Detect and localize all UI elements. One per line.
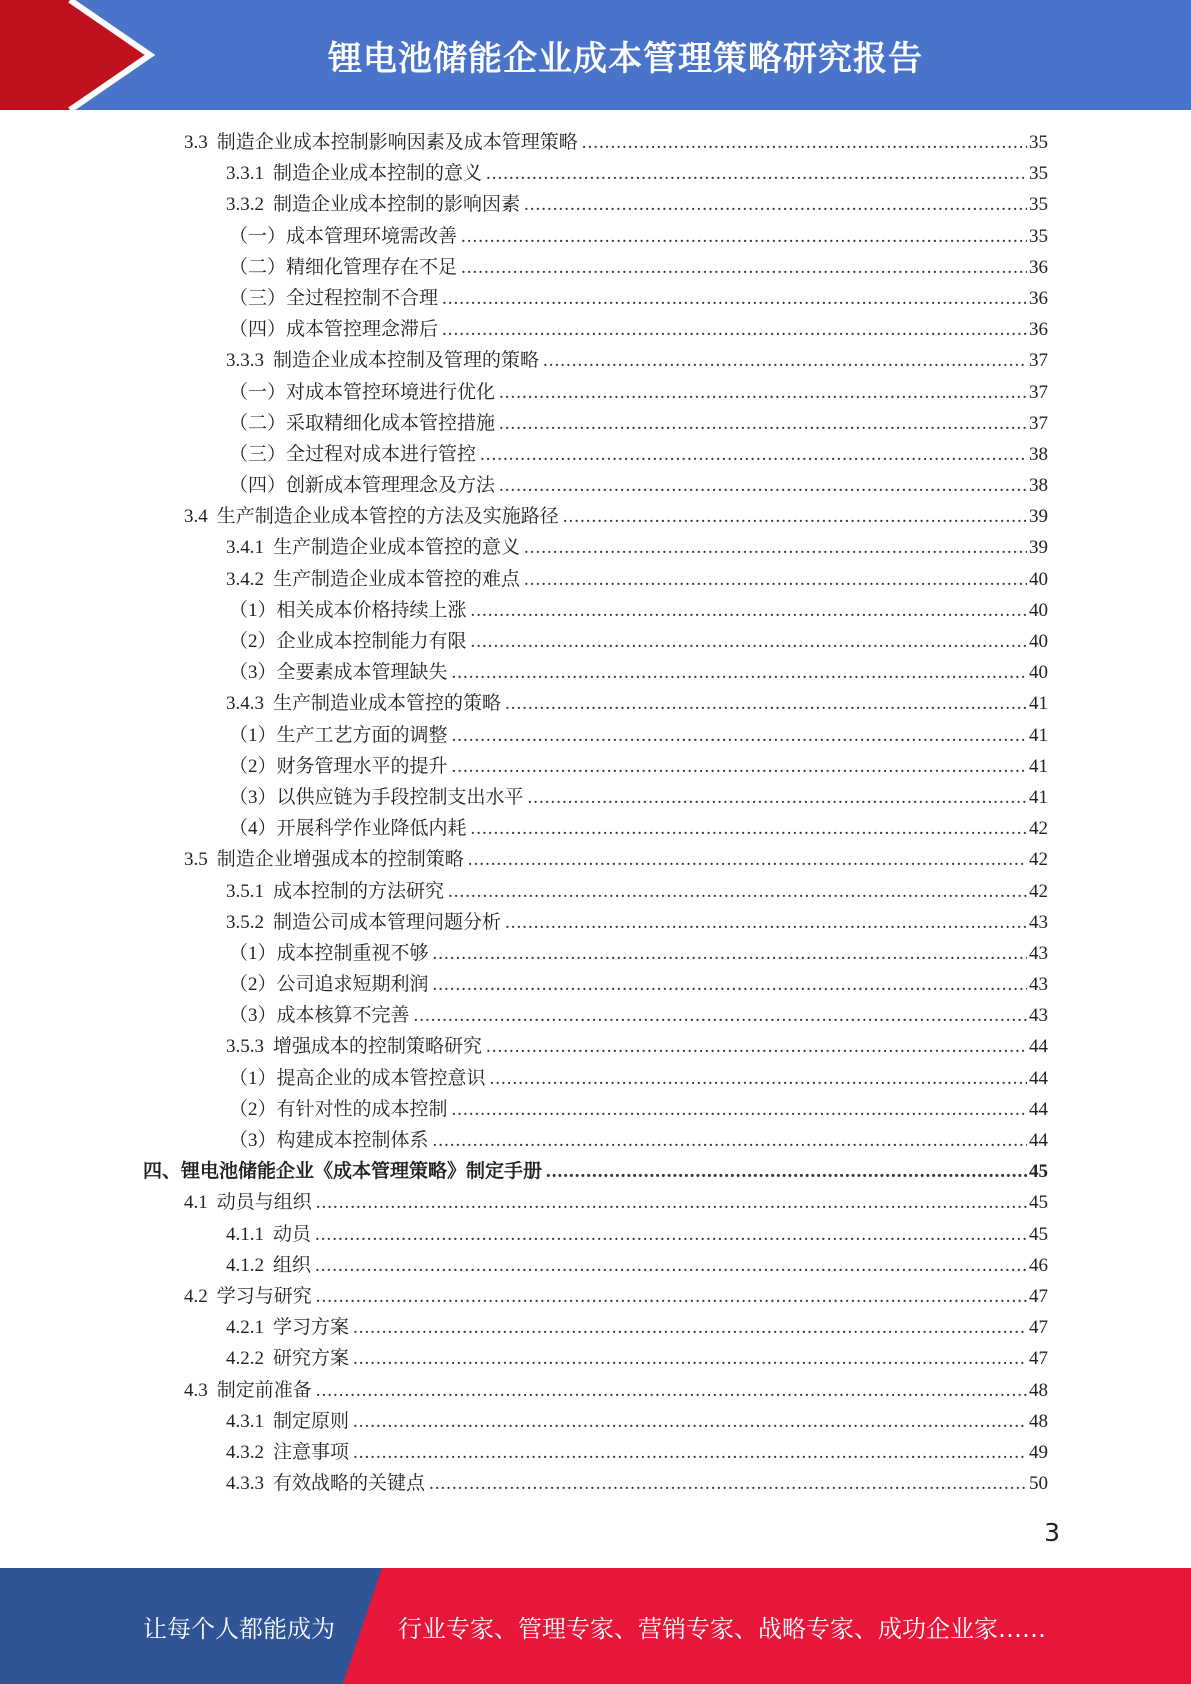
toc-entry[interactable] bbox=[143, 221, 1048, 252]
toc-dot-leader bbox=[582, 127, 1027, 158]
toc-entry-page-number: 36 bbox=[1029, 287, 1048, 309]
toc-entry-title: （1）相关成本价格持续上涨 bbox=[229, 599, 467, 621]
toc-entry-number: 4.3 bbox=[184, 1379, 208, 1401]
toc-entry-number: 3.3 bbox=[184, 132, 208, 153]
toc-entry[interactable] bbox=[143, 595, 1048, 626]
toc-entry[interactable] bbox=[143, 1219, 1048, 1250]
toc-entry-page-number: 48 bbox=[1029, 1410, 1048, 1432]
toc-dot-leader bbox=[452, 720, 1027, 751]
toc-dot-leader bbox=[414, 1000, 1027, 1031]
toc-entry[interactable] bbox=[143, 1000, 1048, 1031]
toc-entry-title: （3）构建成本控制体系 bbox=[229, 1130, 429, 1151]
toc-entry-page-number: 41 bbox=[1029, 755, 1048, 777]
page-footer bbox=[0, 1568, 1191, 1684]
toc-entry-number: 4.2.1 bbox=[226, 1317, 264, 1339]
toc-entry-title: （一）成本管理环境需改善 bbox=[229, 225, 458, 247]
toc-entry-number: 4.2 bbox=[184, 1285, 208, 1307]
toc-dot-leader bbox=[452, 657, 1027, 688]
toc-dot-leader bbox=[442, 283, 1027, 314]
toc-entry-page-number: 36 bbox=[1029, 256, 1048, 278]
toc-dot-leader bbox=[461, 221, 1027, 252]
toc-entry-page-number: 46 bbox=[1029, 1254, 1048, 1276]
toc-dot-leader bbox=[524, 189, 1027, 220]
toc-dot-leader bbox=[505, 907, 1027, 938]
toc-entry-page-number: 44 bbox=[1029, 1098, 1048, 1120]
toc-entry-page-number: 41 bbox=[1029, 693, 1048, 715]
toc-entry[interactable] bbox=[143, 314, 1048, 345]
toc-entry-title: （一）对成本管控环境进行优化 bbox=[229, 381, 496, 403]
toc-entry-title: 制定前准备 bbox=[216, 1379, 312, 1401]
toc-dot-leader bbox=[563, 501, 1027, 532]
toc-entry-page-number: 40 bbox=[1029, 631, 1048, 652]
toc-entry-title: （3）成本核算不完善 bbox=[229, 1005, 410, 1027]
toc-entry-page-number: 37 bbox=[1029, 350, 1048, 372]
toc-entry-page-number: 44 bbox=[1029, 1036, 1048, 1058]
toc-entry[interactable] bbox=[143, 813, 1048, 844]
toc-entry-page-number: 38 bbox=[1029, 443, 1048, 465]
toc-dot-leader bbox=[316, 1375, 1027, 1406]
toc-dot-leader bbox=[490, 1063, 1027, 1094]
toc-entry[interactable] bbox=[143, 938, 1048, 969]
toc-entry[interactable] bbox=[143, 1375, 1048, 1406]
toc-entry-title: （3）全要素成本管理缺失 bbox=[229, 662, 448, 684]
toc-entry-page-number: 44 bbox=[1029, 1067, 1048, 1089]
toc-entry-title: 动员与组织 bbox=[216, 1192, 312, 1214]
toc-entry-page-number: 47 bbox=[1029, 1317, 1048, 1339]
toc-entry[interactable] bbox=[143, 532, 1048, 563]
toc-entry-title: 制造企业成本控制的影响因素 bbox=[273, 194, 521, 216]
toc-dot-leader bbox=[461, 252, 1027, 283]
toc-entry-number: 3.5.2 bbox=[226, 911, 264, 933]
toc-dot-leader bbox=[315, 1219, 1027, 1250]
toc-entry[interactable] bbox=[143, 1063, 1048, 1094]
toc-entry[interactable] bbox=[143, 377, 1048, 408]
toc-entry-title: （二）采取精细化成本管控措施 bbox=[229, 412, 496, 434]
toc-entry[interactable] bbox=[143, 969, 1048, 1000]
toc-dot-leader bbox=[546, 1156, 1027, 1187]
toc-entry-title: 学习方案 bbox=[273, 1317, 350, 1339]
toc-dot-leader bbox=[442, 314, 1027, 345]
toc-entry-page-number: 36 bbox=[1029, 319, 1048, 341]
toc-entry-number: 4.2.2 bbox=[226, 1348, 264, 1370]
toc-entry-number: 3.4.3 bbox=[226, 693, 264, 715]
toc-entry[interactable] bbox=[143, 252, 1048, 283]
toc-entry[interactable] bbox=[143, 158, 1048, 189]
toc-entry-page-number: 40 bbox=[1029, 568, 1048, 590]
toc-entry[interactable] bbox=[143, 1250, 1048, 1281]
toc-dot-leader bbox=[471, 626, 1027, 657]
toc-dot-leader bbox=[471, 595, 1027, 626]
toc-entry-page-number: 37 bbox=[1029, 381, 1048, 403]
toc-entry[interactable] bbox=[143, 1094, 1048, 1125]
toc-entry-title: 生产制造业成本管控的策略 bbox=[273, 693, 502, 715]
toc-entry-page-number: 43 bbox=[1029, 974, 1048, 996]
toc-dot-leader bbox=[468, 844, 1027, 875]
toc-entry-title: 组织 bbox=[273, 1254, 312, 1276]
toc-dot-leader bbox=[486, 158, 1027, 189]
toc-entry-page-number: 43 bbox=[1029, 1005, 1048, 1027]
toc-entry[interactable] bbox=[143, 1156, 1048, 1187]
toc-entry-title: 制造企业成本控制影响因素及成本管理策略 bbox=[216, 132, 578, 153]
toc-entry-number: 3.3.1 bbox=[226, 163, 264, 185]
toc-entry[interactable] bbox=[143, 1031, 1048, 1062]
toc-dot-leader bbox=[353, 1343, 1027, 1374]
toc-dot-leader bbox=[452, 1094, 1027, 1125]
toc-entry[interactable] bbox=[143, 1281, 1048, 1312]
toc-dot-leader bbox=[448, 876, 1027, 907]
page-header bbox=[0, 0, 1191, 110]
toc-dot-leader bbox=[524, 564, 1027, 595]
toc-dot-leader bbox=[433, 969, 1027, 1000]
toc-entry[interactable] bbox=[143, 720, 1048, 751]
toc-entry-title: 四、锂电池储能企业《成本管理策略》制定手册 bbox=[143, 1161, 543, 1183]
toc-entry-number: 4.1 bbox=[184, 1192, 208, 1214]
toc-entry[interactable] bbox=[143, 501, 1048, 532]
toc-entry-page-number: 35 bbox=[1029, 132, 1048, 153]
toc-entry-page-number: 40 bbox=[1029, 599, 1048, 621]
toc-entry-title: 制造企业增强成本的控制策略 bbox=[216, 849, 464, 871]
toc-entry-page-number: 47 bbox=[1029, 1348, 1048, 1370]
toc-entry-page-number: 41 bbox=[1029, 724, 1048, 746]
toc-dot-leader bbox=[433, 1125, 1027, 1156]
toc-entry-title: （2）公司追求短期利润 bbox=[229, 974, 429, 996]
toc-dot-leader bbox=[452, 751, 1027, 782]
toc-entry[interactable] bbox=[143, 907, 1048, 938]
toc-entry-page-number: 45 bbox=[1029, 1192, 1048, 1214]
toc-entry[interactable] bbox=[143, 782, 1048, 813]
toc-entry-title: 增强成本的控制策略研究 bbox=[273, 1036, 483, 1058]
toc-entry-page-number: 49 bbox=[1029, 1441, 1048, 1463]
toc-entry[interactable] bbox=[143, 1343, 1048, 1374]
toc-entry-page-number: 41 bbox=[1029, 786, 1048, 808]
toc-entry-title: （二）精细化管理存在不足 bbox=[229, 256, 458, 278]
toc-entry-page-number: 35 bbox=[1029, 225, 1048, 247]
toc-entry-title: 研究方案 bbox=[273, 1348, 350, 1370]
toc-entry[interactable] bbox=[143, 283, 1048, 314]
toc-entry-title: （1）成本控制重视不够 bbox=[229, 942, 429, 964]
toc-entry[interactable] bbox=[143, 1312, 1048, 1343]
toc-dot-leader bbox=[315, 1250, 1027, 1281]
toc-dot-leader bbox=[499, 408, 1027, 439]
toc-entry[interactable] bbox=[143, 439, 1048, 470]
toc-entry-title: 生产制造企业成本管控的意义 bbox=[273, 537, 521, 559]
toc-entry[interactable] bbox=[143, 127, 1048, 158]
toc-entry[interactable] bbox=[143, 1437, 1048, 1468]
toc-entry-title: 学习与研究 bbox=[216, 1285, 312, 1307]
toc-entry-page-number: 42 bbox=[1029, 880, 1048, 902]
toc-dot-leader bbox=[528, 782, 1027, 813]
toc-entry-title: 注意事项 bbox=[273, 1441, 350, 1463]
toc-entry[interactable] bbox=[143, 564, 1048, 595]
toc-entry-title: （4）开展科学作业降低内耗 bbox=[229, 818, 467, 840]
toc-entry-page-number: 39 bbox=[1029, 537, 1048, 559]
toc-dot-leader bbox=[353, 1406, 1027, 1437]
toc-entry-page-number: 43 bbox=[1029, 942, 1048, 964]
table-of-contents bbox=[143, 127, 1048, 1499]
toc-entry-page-number: 48 bbox=[1029, 1379, 1048, 1401]
toc-entry-title: （2）财务管理水平的提升 bbox=[229, 755, 448, 777]
toc-entry-number: 3.5.1 bbox=[226, 880, 264, 902]
toc-entry-number: 3.4.1 bbox=[226, 537, 264, 559]
toc-dot-leader bbox=[316, 1187, 1027, 1218]
toc-entry-title: 生产制造企业成本管控的难点 bbox=[273, 568, 521, 590]
toc-entry-title: 成本控制的方法研究 bbox=[273, 880, 445, 902]
toc-entry-page-number: 37 bbox=[1029, 412, 1048, 434]
toc-entry-number: 3.4.2 bbox=[226, 568, 264, 590]
toc-entry-title: 制定原则 bbox=[273, 1410, 350, 1432]
toc-entry-page-number: 47 bbox=[1029, 1285, 1048, 1307]
toc-entry-page-number: 45 bbox=[1029, 1223, 1048, 1245]
toc-entry[interactable] bbox=[143, 876, 1048, 907]
toc-entry[interactable] bbox=[143, 626, 1048, 657]
toc-entry[interactable] bbox=[143, 844, 1048, 875]
toc-entry-page-number: 42 bbox=[1029, 818, 1048, 840]
report-title: 锂电池储能企业成本管理策略研究报告 bbox=[328, 38, 923, 79]
toc-dot-leader bbox=[499, 470, 1027, 501]
toc-entry-page-number: 35 bbox=[1029, 163, 1048, 185]
toc-dot-leader bbox=[499, 377, 1027, 408]
toc-entry[interactable] bbox=[143, 1125, 1048, 1156]
toc-entry-page-number: 39 bbox=[1029, 506, 1048, 528]
toc-dot-leader bbox=[543, 345, 1027, 376]
toc-dot-leader bbox=[353, 1437, 1027, 1468]
toc-entry-page-number: 44 bbox=[1029, 1130, 1048, 1151]
toc-entry-title: 制造企业成本控制及管理的策略 bbox=[273, 350, 540, 372]
toc-entry-number: 3.3.3 bbox=[226, 350, 264, 372]
toc-entry-number: 4.3.1 bbox=[226, 1410, 264, 1432]
toc-entry-page-number: 35 bbox=[1029, 194, 1048, 216]
toc-entry-title: （3）以供应链为手段控制支出水平 bbox=[229, 786, 524, 808]
toc-entry[interactable] bbox=[143, 408, 1048, 439]
toc-entry-number: 3.3.2 bbox=[226, 194, 264, 216]
toc-entry-number: 4.3.2 bbox=[226, 1441, 264, 1463]
toc-entry-title: 有效战略的关键点 bbox=[273, 1473, 426, 1495]
toc-dot-leader bbox=[486, 1031, 1027, 1062]
toc-entry[interactable] bbox=[143, 470, 1048, 501]
toc-dot-leader bbox=[505, 688, 1027, 719]
toc-entry[interactable] bbox=[143, 1468, 1048, 1499]
toc-entry-title: （2）有针对性的成本控制 bbox=[229, 1098, 448, 1120]
toc-entry[interactable] bbox=[143, 1406, 1048, 1437]
toc-dot-leader bbox=[316, 1281, 1027, 1312]
toc-entry-title: （四）成本管控理念滞后 bbox=[229, 319, 439, 341]
toc-entry-title: （1）提高企业的成本管控意识 bbox=[229, 1067, 486, 1089]
toc-entry-page-number: 50 bbox=[1029, 1473, 1048, 1495]
toc-entry-page-number: 40 bbox=[1029, 662, 1048, 684]
toc-entry-page-number: 38 bbox=[1029, 475, 1048, 497]
toc-entry-title: 制造企业成本控制的意义 bbox=[273, 163, 483, 185]
toc-entry-page-number: 45 bbox=[1029, 1161, 1048, 1183]
toc-dot-leader bbox=[433, 938, 1027, 969]
footer-slogan-right: 行业专家、管理专家、营销专家、战略专家、成功企业家…… bbox=[398, 1614, 1046, 1643]
toc-entry[interactable] bbox=[143, 1187, 1048, 1218]
toc-entry[interactable] bbox=[143, 345, 1048, 376]
toc-entry[interactable] bbox=[143, 751, 1048, 782]
toc-entry-number: 4.1.2 bbox=[226, 1254, 264, 1276]
toc-entry-number: 3.5 bbox=[184, 849, 208, 871]
toc-entry-title: 生产制造企业成本管控的方法及实施路径 bbox=[216, 506, 559, 528]
toc-entry-title: 制造公司成本管理问题分析 bbox=[273, 911, 502, 933]
toc-entry-title: （三）全过程对成本进行管控 bbox=[229, 443, 477, 465]
toc-entry[interactable] bbox=[143, 189, 1048, 220]
toc-entry-number: 3.4 bbox=[184, 506, 208, 528]
toc-dot-leader bbox=[480, 439, 1027, 470]
toc-dot-leader bbox=[353, 1312, 1027, 1343]
toc-entry-title: （三）全过程控制不合理 bbox=[229, 287, 439, 309]
toc-entry[interactable] bbox=[143, 688, 1048, 719]
toc-entry-title: （四）创新成本管理理念及方法 bbox=[229, 475, 496, 497]
toc-entry-title: （2）企业成本控制能力有限 bbox=[229, 631, 467, 652]
toc-entry-page-number: 42 bbox=[1029, 849, 1048, 871]
toc-dot-leader bbox=[429, 1468, 1027, 1499]
toc-dot-leader bbox=[471, 813, 1027, 844]
toc-entry-title: （1）生产工艺方面的调整 bbox=[229, 724, 448, 746]
toc-entry[interactable] bbox=[143, 657, 1048, 688]
toc-entry-number: 4.3.3 bbox=[226, 1473, 264, 1495]
page-number: 3 bbox=[1044, 1518, 1060, 1547]
toc-entry-number: 3.5.3 bbox=[226, 1036, 264, 1058]
toc-dot-leader bbox=[524, 532, 1027, 563]
footer-slogan-left: 让每个人都能成为 bbox=[143, 1614, 335, 1643]
toc-entry-page-number: 43 bbox=[1029, 911, 1048, 933]
toc-entry-title: 动员 bbox=[273, 1223, 312, 1245]
toc-entry-number: 4.1.1 bbox=[226, 1223, 264, 1245]
